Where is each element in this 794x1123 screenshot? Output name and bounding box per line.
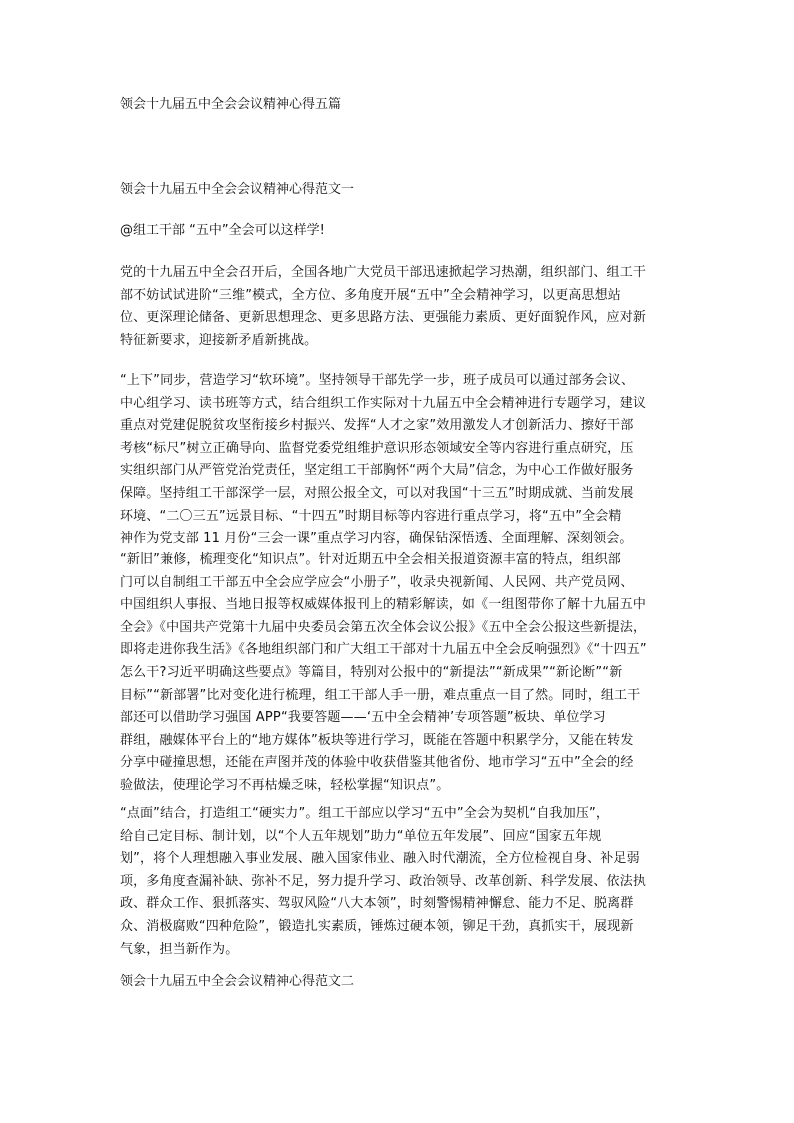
section-title-2: 领会十九届五中全会会议精神心得范文二 bbox=[120, 974, 355, 989]
paragraph bbox=[120, 262, 680, 352]
byline: @组工干部 “五中”全会可以这样学! bbox=[120, 223, 325, 238]
paragraph-line: 保障。坚持组工干部深学一层，对照公报全文，可以对我国“十三五”时期成就、当前发展 bbox=[120, 485, 634, 501]
paragraph-line: 即将走进你我生活》《各地组织部门和广大组工干部对十九届五中全会反响强烈》《“十四五” bbox=[120, 642, 647, 658]
paragraph-line: 中国组织人事报、当地日报等权威媒体报刊上的精彩解读，如《一组图带你了解十九届五中 bbox=[120, 597, 647, 613]
paragraph-line: 重点对党建促脱贫攻坚衔接乡村振兴、发挥“人才之家”效用激发人才创新活力、擦好干部 bbox=[120, 418, 634, 434]
paragraph-line: 位、更深理论储备、更新思想理念、更多思路方法、更强能力素质、更好面貌作风，应对新 bbox=[120, 310, 647, 326]
paragraph-line: 部还可以借助学习强国 APP“我要答题——‘五中全会精神’专项答题”板块、单位学习 bbox=[120, 710, 606, 726]
paragraph-line: 气象，担当新作为。 bbox=[120, 941, 239, 957]
paragraph-line: “新旧”兼修，梳理变化“知识点”。针对近期五中全会相关报道资源丰富的特点，组织部 bbox=[120, 552, 621, 567]
paragraph-line: 考核“标尺”树立正确导向、监督党委党组维护意识形态领域安全等内容进行重点研究，压 bbox=[120, 440, 634, 456]
paragraph-line: 分享中碰撞思想，还能在声图并茂的体验中收获借鉴其他省份、地市学习“五中”全会的经 bbox=[120, 755, 634, 771]
paragraph-line: 众、消极腐败“四种危险”，锻造扎实素质，锤炼过硬本领，铆足干劲，真抓实干，展现新 bbox=[120, 918, 634, 934]
paragraph bbox=[120, 549, 680, 798]
paragraph-line: 群组，融媒体平台上的“地方媒体”板块等进行学习，既能在答题中积累学分，又能在转发 bbox=[120, 732, 634, 748]
paragraph-line: “上下”同步，营造学习“软环境”。坚持领导干部先学一步，班子成员可以通过部务会议、 bbox=[120, 373, 635, 388]
section-title-1: 领会十九届五中全会会议精神心得范文一 bbox=[120, 182, 355, 197]
paragraph-line: 环境、“二〇三五”远景目标、“十四五”时期目标等内容进行重点学习，将“五中”全会精 bbox=[120, 508, 622, 524]
paragraph-line: “点面”结合，打造组工“硬实力”。组工干部应以学习“五中”全会为契机“自我加压”， bbox=[120, 806, 610, 821]
paragraph-line: 中心组学习、读书班等方式，结合组织工作实际对十九届五中全会精神进行专题学习，建议 bbox=[120, 395, 647, 411]
paragraph-line: 部不妨试试进阶“三维”模式，全方位、多角度开展“五中”全会精神学习，以更高思想站 bbox=[120, 287, 621, 303]
paragraph-line: 划”，将个人理想融入事业发展、融入国家伟业、融入时代潮流，全方位检视自身、补足弱 bbox=[120, 851, 640, 867]
paragraph-line: 实组织部门从严管党治党责任，坚定组工干部胸怀“两个大局”信念，为中心工作做好服务 bbox=[120, 463, 634, 479]
paragraph bbox=[120, 370, 680, 551]
paragraph bbox=[120, 803, 680, 961]
paragraph-line: 特征新要求，迎接新矛盾新挑战。 bbox=[120, 332, 318, 348]
paragraph-line: 项，多角度查漏补缺、弥补不足，努力提升学习、政治领导、改革创新、科学发展、依法执 bbox=[120, 873, 647, 889]
paragraph-line: 党的十九届五中全会召开后，全国各地广大党员干部迅速掀起学习热潮，组织部门、组工干 bbox=[120, 265, 647, 280]
paragraph-line: 门可以自制组工干部五中全会应学应会“小册子”，收录央视新闻、人民网、共产党员网、 bbox=[120, 574, 634, 590]
paragraph-line: 神作为党支部 11 月份“三会一课”重点学习内容，确保钻深悟透、全面理解、深刻领会。 bbox=[120, 531, 633, 547]
paragraph-line: 政、群众工作、狠抓落实、驾驭风险“八大本领”，时刻警惕精神懈怠、能力不足、脱离群 bbox=[120, 896, 634, 912]
paragraph-line: 验做法，使理论学习不再枯燥乏味，轻松掌握“知识点”。 bbox=[120, 777, 450, 793]
document-title: 领会十九届五中全会会议精神心得五篇 bbox=[120, 97, 342, 112]
paragraph-line: 怎么干?习近平明确这些要点》等篇目，特别对公报中的“新提法”“新成果”“新论断”“新 bbox=[120, 664, 623, 680]
paragraph-line: 目标”“新部署”比对变化进行梳理，组工干部人手一册，难点重点一目了然。同时，组工干 bbox=[120, 687, 641, 703]
paragraph-line: 给自己定目标、制计划，以“个人五年规划”助力“单位五年发展”、回应“国家五年规 bbox=[120, 828, 602, 844]
paragraph-line: 全会》《中国共产党第十九届中央委员会第五次全体会议公报》《五中全会公报这些新提法， bbox=[120, 619, 647, 635]
